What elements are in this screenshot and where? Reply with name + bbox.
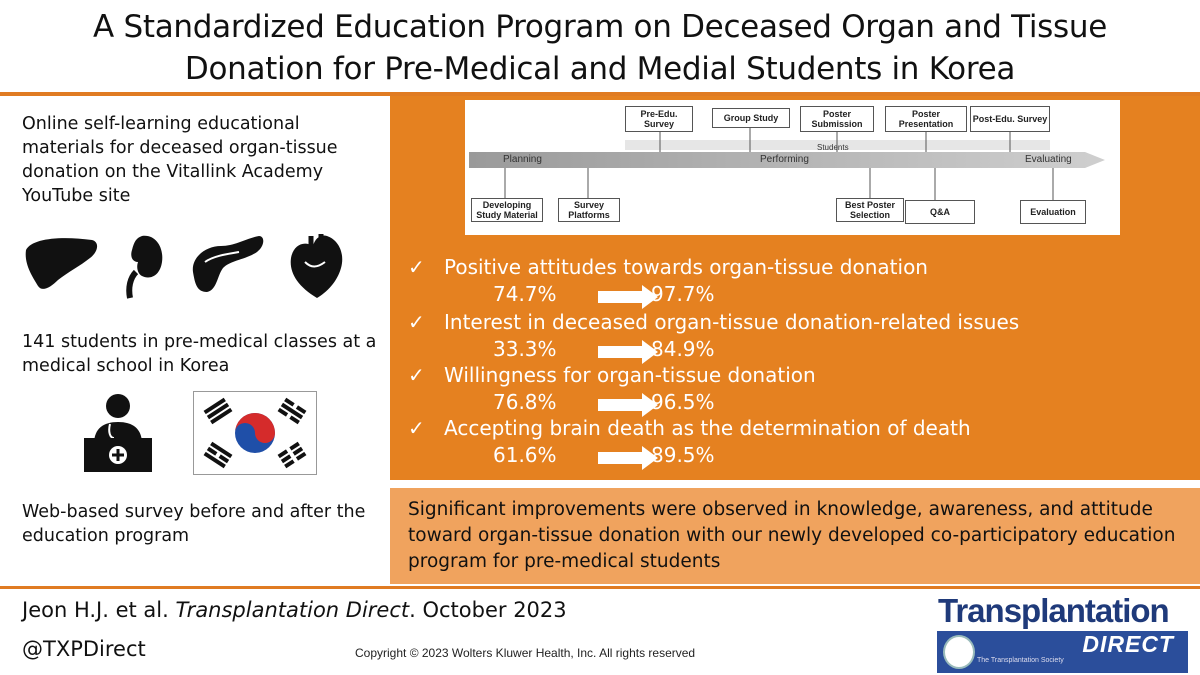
citation-journal: Transplantation Direct: [175, 598, 410, 622]
flow-box-post-survey: Post-Edu. Survey: [970, 106, 1050, 132]
citation-authors: Jeon H.J. et al.: [22, 598, 176, 622]
result-after: 84.9%: [651, 337, 715, 361]
phase-performing: Performing: [760, 154, 809, 165]
flow-box-poster-submission: Poster Submission: [800, 106, 874, 132]
flow-box-group-study: Group Study: [712, 108, 790, 128]
result-before: 61.6%: [493, 443, 557, 467]
result-after: 89.5%: [651, 443, 715, 467]
copyright: Copyright © 2023 Wolters Kluwer Health, Inc. All rights reserved: [355, 646, 696, 660]
program-flow-diagram: [465, 100, 1120, 235]
citation-date: . October 2023: [409, 598, 567, 622]
result-before: 74.7%: [493, 282, 557, 306]
check-icon: ✓: [408, 416, 425, 440]
result-before: 76.8%: [493, 390, 557, 414]
arrow-right-icon: [598, 393, 658, 417]
result-after: 96.5%: [651, 390, 715, 414]
journal-logo-direct: DIRECT: [1082, 631, 1174, 657]
students-label: Students: [817, 143, 849, 152]
check-icon: ✓: [408, 310, 425, 334]
heart-icon: [287, 232, 347, 302]
flow-box-evaluation: Evaluation: [1020, 200, 1086, 224]
conclusion-text: Significant improvements were observed in knowledge, awareness, and attitude toward organ-tissue donation with our newly developed co-participatory education program for pre-medical students: [408, 499, 1176, 572]
result-label: Positive attitudes towards organ-tissue donation: [444, 255, 928, 279]
kidney-icon: [116, 232, 166, 302]
result-label: Interest in deceased organ-tissue donation-related issues: [444, 310, 1020, 334]
flow-box-developing-material: Developing Study Material: [471, 198, 543, 222]
check-icon: ✓: [408, 363, 425, 387]
title-line-1: A Standardized Education Program on Deceased Organ and Tissue: [93, 9, 1107, 45]
flow-box-survey-platforms: Survey Platforms: [558, 198, 620, 222]
flow-box-qa: Q&A: [905, 200, 975, 224]
conclusion-panel: [390, 488, 1200, 584]
flow-box-best-poster: Best Poster Selection: [836, 198, 904, 222]
check-icon: ✓: [408, 255, 425, 279]
phase-evaluating: Evaluating: [1025, 154, 1072, 165]
society-seal-icon: [943, 635, 975, 669]
title-line-2: Donation for Pre-Medical and Medial Students in Korea: [184, 51, 1016, 87]
arrow-right-icon: [598, 340, 658, 364]
phase-planning: Planning: [503, 154, 542, 165]
result-label: Accepting brain death as the determination of death: [444, 416, 971, 440]
result-label: Willingness for organ-tissue donation: [444, 363, 816, 387]
journal-logo-band: [937, 631, 1188, 673]
liver-icon: [22, 232, 100, 298]
arrow-right-icon: [598, 285, 658, 309]
flow-box-poster-presentation: Poster Presentation: [885, 106, 967, 132]
result-before: 33.3%: [493, 337, 557, 361]
materials-text: Online self-learning educational materials for deceased organ-tissue donation on the Vitallink Academy YouTube site: [22, 114, 338, 206]
flow-box-pre-survey: Pre-Edu. Survey: [625, 106, 693, 132]
organ-icons: [22, 232, 362, 302]
survey-text: Web-based survey before and after the education program: [22, 502, 366, 546]
journal-logo-word: Transplantation: [938, 592, 1169, 629]
korea-flag-icon: [193, 391, 317, 475]
result-after: 97.7%: [651, 282, 715, 306]
society-name: The Transplantation Society: [977, 657, 1064, 664]
bottom-divider: [0, 586, 1200, 589]
doctor-icon: [80, 392, 156, 474]
students-text: 141 students in pre-medical classes at a medical school in Korea: [22, 332, 377, 376]
pancreas-icon: [187, 232, 267, 298]
twitter-handle[interactable]: @TXPDirect: [22, 637, 146, 661]
citation: [22, 598, 567, 622]
arrow-right-icon: [598, 446, 658, 470]
